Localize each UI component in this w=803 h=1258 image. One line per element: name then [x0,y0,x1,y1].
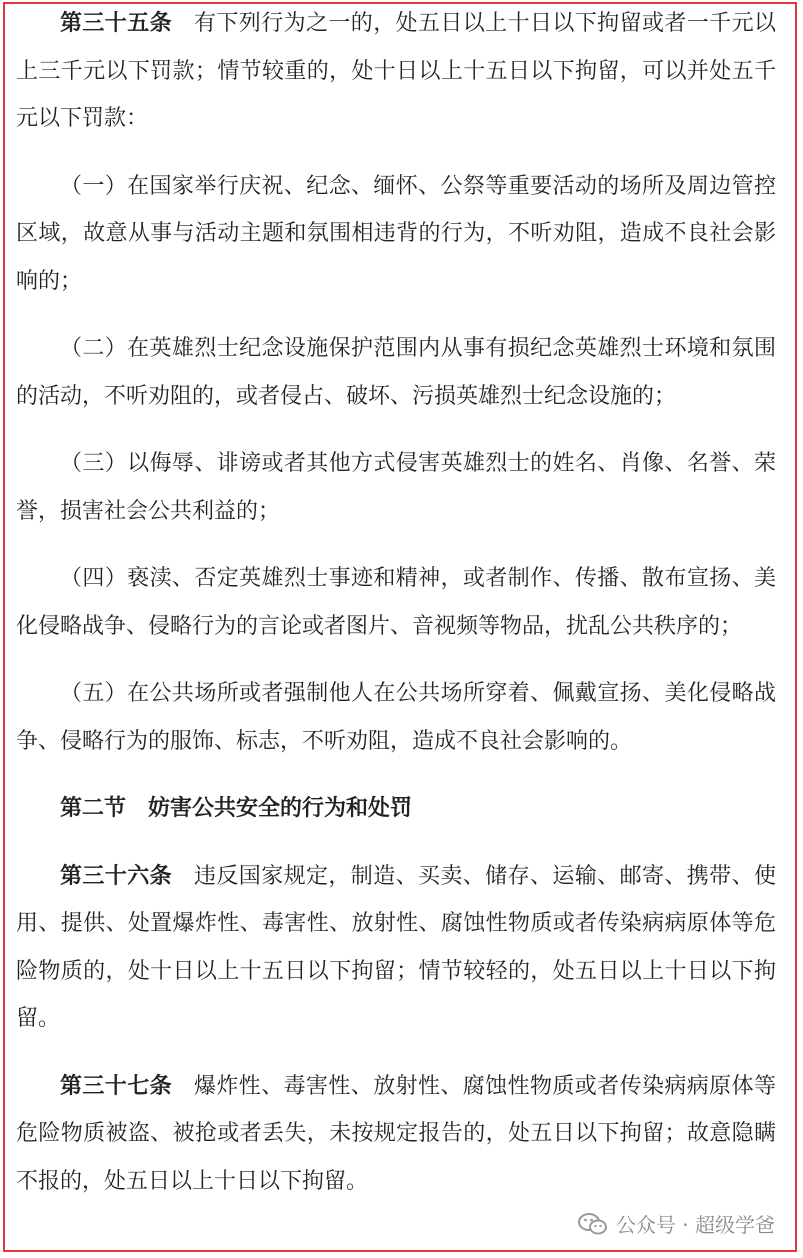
article-35-title: 第三十五条 [60,11,172,36]
item-5: （五）在公共场所或者强制他人在公共场所穿着、佩戴宣扬、美化侵略战争、侵略行为的服饰、标志，不听劝阻，造成不良社会影响的。 [16,681,776,754]
watermark-text: 公众号 · 超级学爸 [615,1213,775,1237]
article-36-title: 第三十六条 [60,863,172,889]
item-4: （四）亵渎、否定英雄烈士事迹和精神，或者制作、传播、散布宣扬、美化侵略战争、侵略行为的言论或者图片、音视频等物品，扰乱公共秩序的； [16,566,776,639]
article-35-text: 有下列行为之一的，处五日以上十日以下拘留或者一千元以上三千元以下罚款；情节较重的，处十日以上十五日以下拘留，可以并处五千元以下罚款： [16,11,776,131]
article-35 [16,0,776,143]
document-body [16,0,776,1205]
item-3: （三）以侮辱、诽谤或者其他方式侵害英雄烈士的姓名、肖像、名誉、荣誉，损害社会公共利益的； [16,451,776,524]
item-1: （一）在国家举行庆祝、纪念、缅怀、公祭等重要活动的场所及周边管控区域，故意从事与活动主题和氛围相违背的行为，不听劝阻，造成不良社会影响的； [16,173,776,294]
article-37-title: 第三十七条 [60,1073,172,1099]
article-37-text: 爆炸性、毒害性、放射性、腐蚀性物质或者传染病病原体等危险物质被盗、被抢或者丢失，未按规定报告的，处五日以下拘留；故意隐瞒不报的，处五日以上十日以下拘留。 [16,1073,776,1194]
article-36 [16,853,776,1043]
wechat-icon [578,1212,608,1236]
item-2: （二）在英雄烈士纪念设施保护范围内从事有损纪念英雄烈士环境和氛围的活动，不听劝阻的，或者侵占、破坏、污损英雄烈士纪念设施的； [16,336,776,409]
article-37 [16,1063,776,1206]
watermark [578,1209,775,1238]
section-title: 第二节 妨害公共安全的行为和处罚 [60,796,413,821]
article-36-text: 违反国家规定，制造、买卖、储存、运输、邮寄、携带、使用、提供、处置爆炸性、毒害性、放射性、腐蚀性物质或者传染病病原体等危险物质的，处十日以上十五日以下拘留；情节较轻的，处五日以上十日以下拘留。 [16,863,776,1031]
